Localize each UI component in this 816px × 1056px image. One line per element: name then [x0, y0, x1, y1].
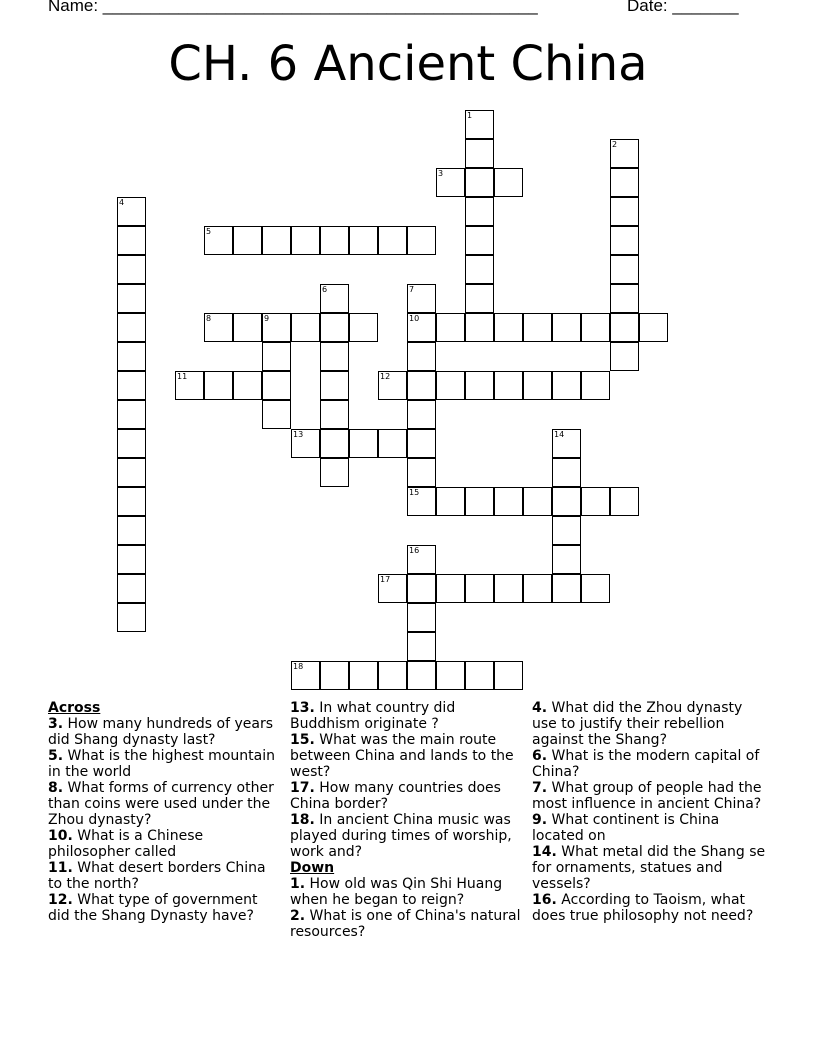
grid-cell[interactable] [407, 603, 436, 632]
grid-cell[interactable] [233, 313, 262, 342]
grid-cell[interactable] [552, 545, 581, 574]
clue-down-14: 14. What metal did the Shang se for ornaments, statues and vessels? [532, 844, 766, 892]
grid-cell[interactable] [117, 487, 146, 516]
grid-cell[interactable] [552, 458, 581, 487]
clue-across-18: 18. In ancient China music was played during times of worship, work and? [290, 812, 512, 860]
grid-cell[interactable] [117, 342, 146, 371]
grid-cell[interactable] [378, 371, 407, 400]
grid-cell[interactable] [117, 603, 146, 632]
cell-number: 2 [612, 140, 618, 149]
grid-cell[interactable] [117, 429, 146, 458]
grid-cell[interactable] [610, 342, 639, 371]
grid-cell[interactable] [349, 661, 378, 690]
name-label: Name: ______________________________________________ [48, 0, 538, 16]
grid-cell[interactable] [465, 284, 494, 313]
grid-cell[interactable] [581, 313, 610, 342]
grid-cell[interactable] [204, 313, 233, 342]
grid-cell[interactable] [465, 371, 494, 400]
clues-column-1 [48, 700, 280, 924]
grid-cell[interactable] [320, 371, 349, 400]
clue-down-16: 16. According to Taoism, what does true philosophy not need? [532, 892, 754, 924]
clue-across-3: 3. How many hundreds of years did Shang dynasty last? [48, 716, 274, 748]
grid-cell[interactable] [320, 313, 349, 342]
cell-number: 17 [380, 575, 391, 584]
grid-cell[interactable] [407, 313, 436, 342]
grid-cell[interactable] [494, 371, 523, 400]
grid-cell[interactable] [552, 516, 581, 545]
grid-cell[interactable] [436, 487, 465, 516]
grid-cell[interactable] [204, 226, 233, 255]
grid-cell[interactable] [465, 110, 494, 139]
grid-cell[interactable] [233, 371, 262, 400]
cell-number: 3 [438, 169, 444, 178]
grid-cell[interactable] [581, 371, 610, 400]
grid-cell[interactable] [320, 226, 349, 255]
grid-cell[interactable] [552, 371, 581, 400]
across-heading: Across [48, 700, 101, 716]
grid-cell[interactable] [378, 429, 407, 458]
clue-down-7: 7. What group of people had the most influence in ancient China? [532, 780, 762, 812]
cell-number: 10 [409, 314, 420, 323]
cell-number: 7 [409, 285, 415, 294]
grid-cell[interactable] [204, 371, 233, 400]
clue-across-8: 8. What forms of currency other than coins were used under the Zhou dynasty? [48, 780, 274, 828]
grid-cell[interactable] [465, 661, 494, 690]
cell-number: 18 [293, 662, 304, 671]
clues-column-2 [290, 700, 522, 940]
grid-cell[interactable] [465, 487, 494, 516]
grid-cell[interactable] [117, 284, 146, 313]
grid-cell[interactable] [349, 313, 378, 342]
grid-cell[interactable] [407, 661, 436, 690]
grid-cell[interactable] [117, 545, 146, 574]
grid-cell[interactable] [291, 226, 320, 255]
grid-cell[interactable] [320, 458, 349, 487]
grid-cell[interactable] [465, 313, 494, 342]
clue-down-1: 1. How old was Qin Shi Huang when he began to reign? [290, 876, 503, 908]
grid-cell[interactable] [465, 139, 494, 168]
grid-cell[interactable] [407, 371, 436, 400]
grid-cell[interactable] [291, 429, 320, 458]
cell-number: 13 [293, 430, 304, 439]
grid-cell[interactable] [436, 313, 465, 342]
grid-cell[interactable] [407, 545, 436, 574]
grid-cell[interactable] [117, 371, 146, 400]
grid-cell[interactable] [175, 371, 204, 400]
grid-cell[interactable] [407, 342, 436, 371]
date-label: Date: _______ [627, 0, 739, 16]
grid-cell[interactable] [523, 574, 552, 603]
date-line[interactable]: _______ [672, 0, 739, 15]
grid-cell[interactable] [407, 632, 436, 661]
grid-cell[interactable] [436, 574, 465, 603]
clues-column-3 [532, 700, 768, 924]
grid-cell[interactable] [117, 313, 146, 342]
grid-cell[interactable] [117, 574, 146, 603]
grid-cell[interactable] [552, 574, 581, 603]
grid-cell[interactable] [117, 458, 146, 487]
grid-cell[interactable] [320, 284, 349, 313]
clue-down-4: 4. What did the Zhou dynasty use to justify their rebellion against the Shang? [532, 700, 743, 748]
grid-cell[interactable] [610, 284, 639, 313]
cell-number: 5 [206, 227, 212, 236]
clue-down-9: 9. What continent is China located on [532, 812, 720, 844]
grid-cell[interactable] [291, 313, 320, 342]
cell-number: 12 [380, 372, 391, 381]
grid-cell[interactable] [610, 168, 639, 197]
grid-cell[interactable] [349, 226, 378, 255]
grid-cell[interactable] [378, 574, 407, 603]
clue-across-17: 17. How many countries does China border? [290, 780, 501, 812]
grid-cell[interactable] [262, 400, 291, 429]
clue-down-2: 2. What is one of China's natural resources? [290, 908, 521, 940]
cell-number: 8 [206, 314, 212, 323]
grid-cell[interactable] [378, 226, 407, 255]
grid-cell[interactable] [465, 197, 494, 226]
cell-number: 11 [177, 372, 188, 381]
grid-cell[interactable] [494, 661, 523, 690]
clue-across-15: 15. What was the main route between China and lands to the west? [290, 732, 514, 780]
grid-cell[interactable] [436, 168, 465, 197]
grid-cell[interactable] [349, 429, 378, 458]
clue-across-10: 10. What is a Chinese philosopher called [48, 828, 204, 860]
grid-cell[interactable] [407, 458, 436, 487]
grid-cell[interactable] [262, 342, 291, 371]
grid-cell[interactable] [407, 487, 436, 516]
grid-cell[interactable] [117, 255, 146, 284]
grid-cell[interactable] [320, 400, 349, 429]
grid-cell[interactable] [233, 226, 262, 255]
grid-cell[interactable] [320, 429, 349, 458]
grid-cell[interactable] [552, 429, 581, 458]
grid-cell[interactable] [407, 429, 436, 458]
grid-cell[interactable] [320, 342, 349, 371]
down-heading: Down [290, 860, 335, 876]
page-title: CH. 6 Ancient China [168, 36, 648, 92]
grid-cell[interactable] [407, 400, 436, 429]
grid-cell[interactable] [523, 371, 552, 400]
grid-cell[interactable] [581, 487, 610, 516]
grid-cell[interactable] [494, 313, 523, 342]
grid-cell[interactable] [610, 313, 639, 342]
clue-across-5: 5. What is the highest mountain in the world [48, 748, 275, 780]
grid-cell[interactable] [465, 168, 494, 197]
grid-cell[interactable] [407, 574, 436, 603]
cell-number: 15 [409, 488, 420, 497]
grid-cell[interactable] [610, 487, 639, 516]
grid-cell[interactable] [291, 661, 320, 690]
cell-number: 9 [264, 314, 270, 323]
grid-cell[interactable] [494, 574, 523, 603]
name-line[interactable]: ______________________________________________ [102, 0, 538, 15]
clue-across-13: 13. In what country did Buddhism originate ? [290, 700, 456, 732]
grid-cell[interactable] [117, 400, 146, 429]
clue-down-6: 6. What is the modern capital of China? [532, 748, 760, 780]
cell-number: 14 [554, 430, 565, 439]
grid-cell[interactable] [117, 197, 146, 226]
cell-number: 16 [409, 546, 420, 555]
grid-cell[interactable] [523, 487, 552, 516]
clue-across-11: 11. What desert borders China to the north? [48, 860, 266, 892]
grid-cell[interactable] [117, 226, 146, 255]
grid-cell[interactable] [610, 197, 639, 226]
grid-cell[interactable] [639, 313, 668, 342]
cell-number: 4 [119, 198, 125, 207]
cell-number: 6 [322, 285, 328, 294]
grid-cell[interactable] [262, 313, 291, 342]
grid-cell[interactable] [581, 574, 610, 603]
grid-cell[interactable] [465, 574, 494, 603]
grid-cell[interactable] [465, 255, 494, 284]
cell-number: 1 [467, 111, 473, 120]
grid-cell[interactable] [523, 313, 552, 342]
grid-cell[interactable] [117, 516, 146, 545]
grid-cell[interactable] [407, 284, 436, 313]
grid-cell[interactable] [494, 168, 523, 197]
grid-cell[interactable] [378, 661, 407, 690]
grid-cell[interactable] [610, 255, 639, 284]
grid-cell[interactable] [320, 661, 349, 690]
grid-cell[interactable] [552, 313, 581, 342]
clue-across-12: 12. What type of government did the Shang Dynasty have? [48, 892, 258, 924]
grid-cell[interactable] [610, 139, 639, 168]
grid-cell[interactable] [262, 226, 291, 255]
grid-cell[interactable] [436, 661, 465, 690]
grid-cell[interactable] [610, 226, 639, 255]
grid-cell[interactable] [436, 371, 465, 400]
grid-cell[interactable] [494, 487, 523, 516]
grid-cell[interactable] [262, 371, 291, 400]
grid-cell[interactable] [552, 487, 581, 516]
grid-cell[interactable] [465, 226, 494, 255]
grid-cell[interactable] [407, 226, 436, 255]
